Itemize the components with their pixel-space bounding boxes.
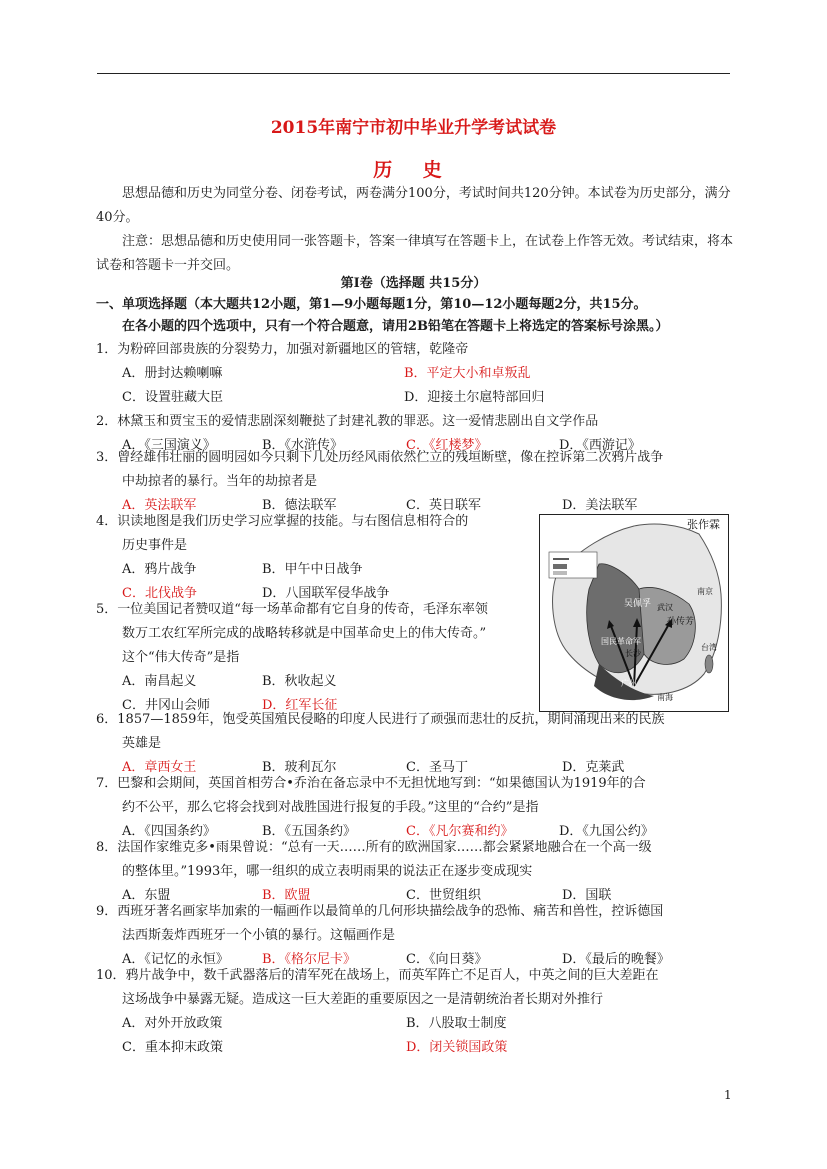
map-label: 台湾 bbox=[701, 643, 717, 652]
question-stem-cont: 法西斯轰炸西班牙一个小镇的暴行。这幅画作是 bbox=[122, 928, 396, 943]
option-a[interactable]: A．东盟 bbox=[122, 888, 171, 903]
option-a[interactable]: A．册封达赖喇嘛 bbox=[122, 366, 223, 381]
option-a[interactable]: A．《记忆的永恒》 bbox=[122, 952, 229, 967]
question-stem: 1．为粉碎回部贵族的分裂势力，加强对新疆地区的管辖，乾隆帝 bbox=[96, 342, 469, 357]
question-9 bbox=[96, 900, 736, 972]
option-b[interactable]: B．《水浒传》 bbox=[262, 438, 344, 453]
option-b[interactable]: B．甲午中日战争 bbox=[262, 562, 363, 577]
option-d[interactable]: D．《九国公约》 bbox=[559, 824, 654, 839]
option-b[interactable]: B．德法联军 bbox=[262, 498, 337, 513]
intro-paragraph: 思想品德和历史为同堂分卷、闭卷考试，两卷满分100分，考试时间共120分钟。本试卷为历史部分，满分40分。 bbox=[96, 186, 731, 225]
option-b[interactable]: B．玻利瓦尔 bbox=[262, 760, 337, 775]
options-row bbox=[96, 362, 736, 386]
question-stem: 3．曾经雄伟壮丽的圆明园如今只剩下几处历经风雨依然伫立的残垣断壁，像在控诉第二次鸦片战争 bbox=[96, 450, 664, 465]
question-stem: 6．1857—1859年，饱受英国殖民侵略的印度人民进行了顽强而悲壮的反抗，期间涌现出来的民族 bbox=[96, 712, 665, 727]
map-label: 广州 bbox=[621, 679, 637, 688]
question-8 bbox=[96, 836, 736, 908]
option-c[interactable]: C．北伐战争 bbox=[122, 586, 197, 601]
option-d[interactable]: D．《西游记》 bbox=[559, 438, 641, 453]
instruction-line-1: 一、单项选择题（本大题共12小题，第1—9小题每题1分，第10—12小题每题2分，共15分。 bbox=[96, 297, 647, 312]
option-a[interactable]: A．《四国条约》 bbox=[122, 824, 216, 839]
question-10 bbox=[96, 964, 736, 1060]
question-stem: 9．西班牙著名画家毕加索的一幅画作以最简单的几何形块描绘战争的恐怖、痛苦和兽性，控诉德国 bbox=[96, 904, 664, 919]
option-a[interactable]: A．《三国演义》 bbox=[122, 438, 216, 453]
map-label: 吴佩孚 bbox=[624, 599, 652, 609]
instruction-line-2: 在各小题的四个选项中，只有一个符合题意，请用2B铅笔在答题卡上将选定的答案标号涂黑。） bbox=[122, 319, 669, 334]
option-c[interactable]: C．圣马丁 bbox=[406, 760, 468, 775]
options-row bbox=[96, 386, 736, 410]
map-label: 孙传芳 bbox=[667, 617, 695, 627]
option-a[interactable]: A．对外开放政策 bbox=[122, 1016, 223, 1031]
options-row bbox=[96, 558, 536, 582]
question-3 bbox=[96, 446, 736, 518]
question-4 bbox=[96, 510, 536, 606]
map-label: 南海 bbox=[657, 693, 673, 702]
question-stem-cont: 中劫掠者的暴行。当年的劫掠者是 bbox=[122, 474, 318, 489]
options-row bbox=[96, 1012, 736, 1036]
exam-title: 2015年南宁市初中毕业升学考试试卷 bbox=[270, 118, 557, 138]
option-a[interactable]: A．南昌起义 bbox=[122, 674, 197, 689]
map-label: 国民革命军 bbox=[601, 637, 641, 646]
option-d[interactable]: D．迎接土尔扈特部回归 bbox=[404, 390, 545, 405]
question-7 bbox=[96, 772, 736, 844]
option-c[interactable]: C．《红楼梦》 bbox=[406, 438, 488, 453]
option-b[interactable]: B．八股取士制度 bbox=[406, 1016, 507, 1031]
option-b[interactable]: B．《五国条约》 bbox=[262, 824, 357, 839]
option-a[interactable]: A．英法联军 bbox=[122, 498, 197, 513]
option-d[interactable]: D．美法联军 bbox=[562, 498, 638, 513]
exam-subject: 历 史 bbox=[373, 159, 454, 181]
option-b[interactable]: B．秋收起义 bbox=[262, 674, 337, 689]
option-d[interactable]: D．《最后的晚餐》 bbox=[562, 952, 670, 967]
top-rule bbox=[97, 73, 730, 74]
notice-paragraph: 注意：思想品德和历史使用同一张答题卡，答案一律填写在答题卡上，在试卷上作答无效。考试结束，将本试卷和答题卡一并交回。 bbox=[96, 234, 734, 273]
question-stem-cont: 约不公平，那么它将会找到对战胜国进行报复的手段。”这里的“合约”是指 bbox=[122, 800, 539, 815]
option-b[interactable]: B．欧盟 bbox=[262, 888, 311, 903]
map-label: 长沙 bbox=[625, 649, 641, 658]
question-stem-cont: 这个“伟大传奇”是指 bbox=[122, 650, 240, 665]
question-stem: 8．法国作家维克多•雨果曾说：“总有一天……所有的欧洲国家……都会紧紧地融合在一个高一级 bbox=[96, 840, 652, 855]
question-stem: 5．一位美国记者赞叹道“每一场革命都有它自身的传奇，毛泽东率领 bbox=[96, 602, 488, 617]
question-5 bbox=[96, 598, 536, 718]
option-b[interactable]: B．平定大小和卓叛乱 bbox=[404, 366, 531, 381]
map-label: 武汉 bbox=[657, 603, 673, 612]
section-instructions bbox=[96, 294, 756, 338]
northern-expedition-map bbox=[539, 514, 729, 712]
question-stem-cont: 这场战争中暴露无疑。造成这一巨大差距的重要原因之一是清朝统治者长期对外推行 bbox=[122, 992, 604, 1007]
option-b[interactable]: B．《格尔尼卡》 bbox=[262, 952, 357, 967]
option-d[interactable]: D．闭关锁国政策 bbox=[406, 1040, 508, 1055]
map-label: 张作霖 bbox=[687, 518, 720, 531]
option-c[interactable]: C．井冈山会师 bbox=[122, 698, 210, 713]
question-stem-cont: 英雄是 bbox=[122, 736, 162, 751]
options-row bbox=[96, 670, 536, 694]
option-c[interactable]: C．世贸组织 bbox=[406, 888, 481, 903]
option-d[interactable]: D．克莱武 bbox=[562, 760, 625, 775]
option-d[interactable]: D．国联 bbox=[562, 888, 612, 903]
question-stem: 4．识读地图是我们历史学习应掌握的技能。与右图信息相符合的 bbox=[96, 514, 469, 529]
option-a[interactable]: A．鸦片战争 bbox=[122, 562, 197, 577]
option-d[interactable]: D．红军长征 bbox=[262, 698, 338, 713]
question-stem: 7．巴黎和会期间，英国首相劳合•乔治在备忘录中不无担忧地写到：“如果德国认为1919年的合 bbox=[96, 776, 646, 791]
option-c[interactable]: C．重本抑末政策 bbox=[122, 1040, 223, 1055]
options-row bbox=[96, 1036, 736, 1060]
question-stem-cont: 数万工农红军所完成的战略转移就是中国革命史上的伟大传奇。” bbox=[122, 626, 487, 641]
question-stem: 10．鸦片战争中，数千武器落后的清军死在战场上，而英军阵亡不足百人，中英之间的巨大差距在 bbox=[96, 968, 659, 983]
question-6 bbox=[96, 708, 736, 780]
question-stem: 2．林黛玉和贾宝玉的爱情悲剧深刻鞭挞了封建礼教的罪恶。这一爱情悲剧出自文学作品 bbox=[96, 414, 599, 429]
question-stem-cont: 历史事件是 bbox=[122, 538, 188, 553]
option-c[interactable]: C．《凡尔赛和约》 bbox=[406, 824, 514, 839]
option-d[interactable]: D．八国联军侵华战争 bbox=[262, 586, 390, 601]
question-stem-cont: 的整体里。”1993年，哪一组织的成立表明雨果的说法正在逐步变成现实 bbox=[122, 864, 533, 879]
page-number: 1 bbox=[724, 1088, 732, 1102]
map-label: 南京 bbox=[697, 587, 713, 596]
section-title: 第Ⅰ卷（选择题 共15分） bbox=[340, 276, 487, 291]
question-1 bbox=[96, 338, 736, 410]
option-c[interactable]: C．《向日葵》 bbox=[406, 952, 488, 967]
option-a[interactable]: A．章西女王 bbox=[122, 760, 197, 775]
option-c[interactable]: C．英日联军 bbox=[406, 498, 481, 513]
option-c[interactable]: C．设置驻藏大臣 bbox=[122, 390, 223, 405]
